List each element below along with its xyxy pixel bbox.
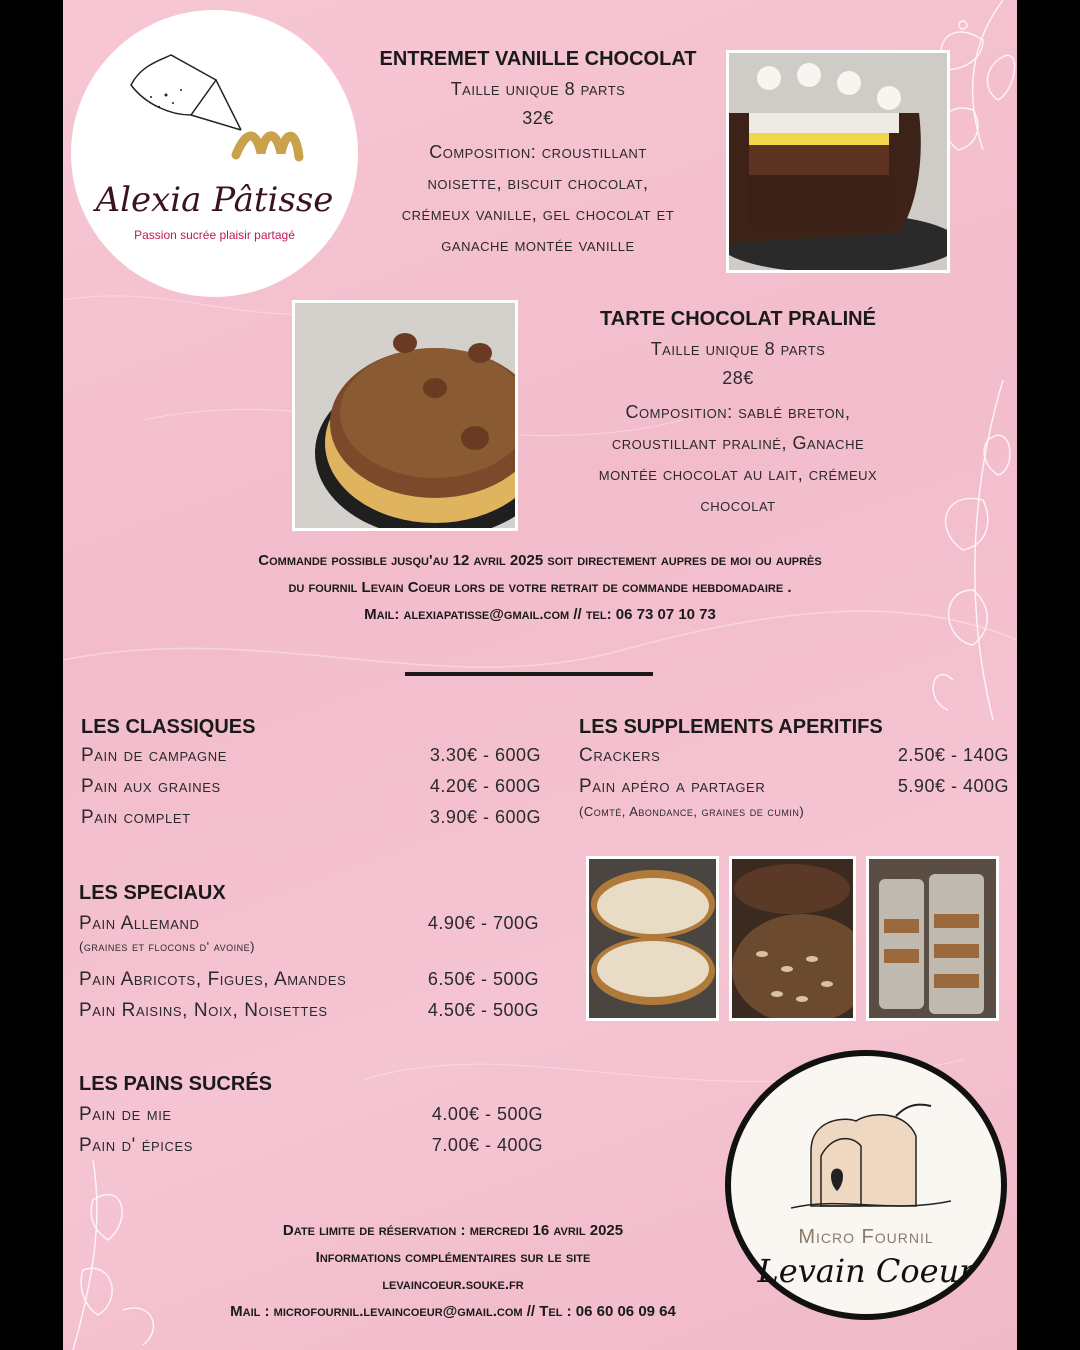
product-title: TARTE CHOCOLAT PRALINÉ	[600, 308, 876, 330]
section-title: LES CLASSIQUES	[81, 716, 256, 738]
section-classiques	[81, 716, 541, 838]
bread-slices-image	[589, 859, 716, 1018]
item-name: Pain complet	[81, 807, 191, 828]
item-price: 4.50€ - 500G	[427, 1000, 539, 1020]
order-info-line: Commande possible jusqu'au 12 avril 2025 soit directement aupres de moi ou auprès	[258, 552, 822, 569]
section-sucres	[79, 1073, 543, 1166]
menu-item	[79, 1000, 539, 1031]
menu-item	[79, 1135, 543, 1166]
tarte-photo	[292, 300, 518, 531]
entremet-photo	[726, 50, 950, 273]
brand-name: Alexia Pâtisse	[95, 180, 334, 220]
footer-info-line: Informations complémentaires sur le site	[315, 1249, 591, 1266]
alexia-patisse-logo	[71, 10, 358, 297]
composition-line: chocolat	[700, 495, 776, 515]
item-name: Pain Abricots, Figues, Amandes	[79, 969, 347, 990]
entremet-cake-image	[729, 53, 947, 270]
menu-item	[81, 745, 541, 776]
item-price: 6.50€ - 500G	[427, 969, 539, 989]
composition-line: Composition: sablé breton,	[625, 402, 851, 422]
item-name: Pain de campagne	[81, 745, 227, 766]
bread-photo-1	[586, 856, 719, 1021]
composition-line: montée chocolat au lait, crémeux	[598, 464, 878, 484]
composition-line: crémeux vanille, gel chocolat et	[401, 204, 675, 224]
item-price: 4.90€ - 700G	[427, 913, 539, 933]
website-link[interactable]: levaincoeur.souke.fr	[382, 1276, 524, 1293]
product-price: 28€	[722, 368, 754, 388]
bread-photo-3	[866, 856, 999, 1021]
item-name: Pain Allemand	[79, 913, 200, 934]
item-price: 7.00€ - 400G	[431, 1135, 543, 1155]
product-entremet	[378, 48, 698, 261]
menu-item	[79, 969, 539, 1000]
reservation-deadline: Date limite de réservation : mercredi 16 avril 2025	[282, 1222, 624, 1239]
order-contact: Mail: alexiapatisse@gmail.com // tel: 06 73 07 10 73	[364, 606, 716, 623]
section-speciaux	[79, 882, 539, 1031]
menu-item	[79, 1104, 543, 1135]
item-name: Crackers	[579, 745, 661, 766]
product-size: Taille unique 8 parts	[450, 79, 626, 99]
section-title: LES PAINS SUCRÉS	[79, 1073, 272, 1095]
order-info-line: du fournil Levain Coeur lors de votre retrait de commande hebdomadaire .	[288, 579, 792, 596]
seed-bread-image	[732, 859, 853, 1018]
section-title: LES SUPPLEMENTS APERITIFS	[579, 716, 883, 738]
flyer-page	[63, 0, 1017, 1350]
divider	[405, 672, 653, 676]
item-note: (Comté, Abondance, graines de cumin)	[579, 804, 805, 819]
product-price: 32€	[522, 108, 554, 128]
item-price: 4.00€ - 500G	[431, 1104, 543, 1124]
logo-line-micro-fournil: Micro Fournil	[798, 1226, 934, 1248]
item-note: (graines et flocons d' avoine)	[79, 939, 255, 954]
order-info	[123, 547, 957, 628]
tarte-praline-image	[295, 303, 515, 528]
product-tarte	[568, 308, 908, 521]
footer-contact: Mail : microfournil.levaincoeur@gmail.com // Tel : 06 60 06 09 64	[230, 1303, 676, 1320]
product-title: ENTREMET VANILLE CHOCOLAT	[379, 48, 697, 70]
bread-loaf-icon	[791, 1096, 951, 1226]
crackers-bags-image	[869, 859, 996, 1018]
menu-item	[81, 776, 541, 807]
item-name: Pain de mie	[79, 1104, 172, 1125]
item-price: 4.20€ - 600G	[429, 776, 541, 796]
item-name: Pain apéro a partager	[579, 776, 766, 797]
levain-coeur-logo	[725, 1050, 1007, 1320]
item-name: Pain d' épices	[79, 1135, 194, 1156]
menu-item	[579, 745, 1009, 776]
bread-photo-2	[729, 856, 856, 1021]
item-price: 2.50€ - 140G	[897, 745, 1009, 765]
composition-line: Composition: croustillant	[429, 142, 647, 162]
item-price: 5.90€ - 400G	[897, 776, 1009, 796]
item-name: Pain aux graines	[81, 776, 221, 797]
product-size: Taille unique 8 parts	[650, 339, 826, 359]
piping-bag-icon	[111, 35, 311, 175]
section-aperitifs	[579, 716, 1009, 819]
logo-line-levain-coeur: Levain Coeur	[757, 1252, 975, 1290]
item-price: 3.30€ - 600G	[429, 745, 541, 765]
footer-info	[163, 1217, 743, 1325]
menu-item	[579, 776, 1009, 804]
brand-tagline: Passion sucrée plaisir partagé	[134, 228, 295, 242]
menu-item	[79, 913, 539, 939]
composition-line: noisette, biscuit chocolat,	[427, 173, 649, 193]
section-title: LES SPECIAUX	[79, 882, 226, 904]
item-price: 3.90€ - 600G	[429, 807, 541, 827]
menu-item	[81, 807, 541, 838]
item-name: Pain Raisins, Noix, Noisettes	[79, 1000, 328, 1021]
composition-line: croustillant praliné, Ganache	[611, 433, 865, 453]
composition-line: ganache montée vanille	[441, 235, 635, 255]
